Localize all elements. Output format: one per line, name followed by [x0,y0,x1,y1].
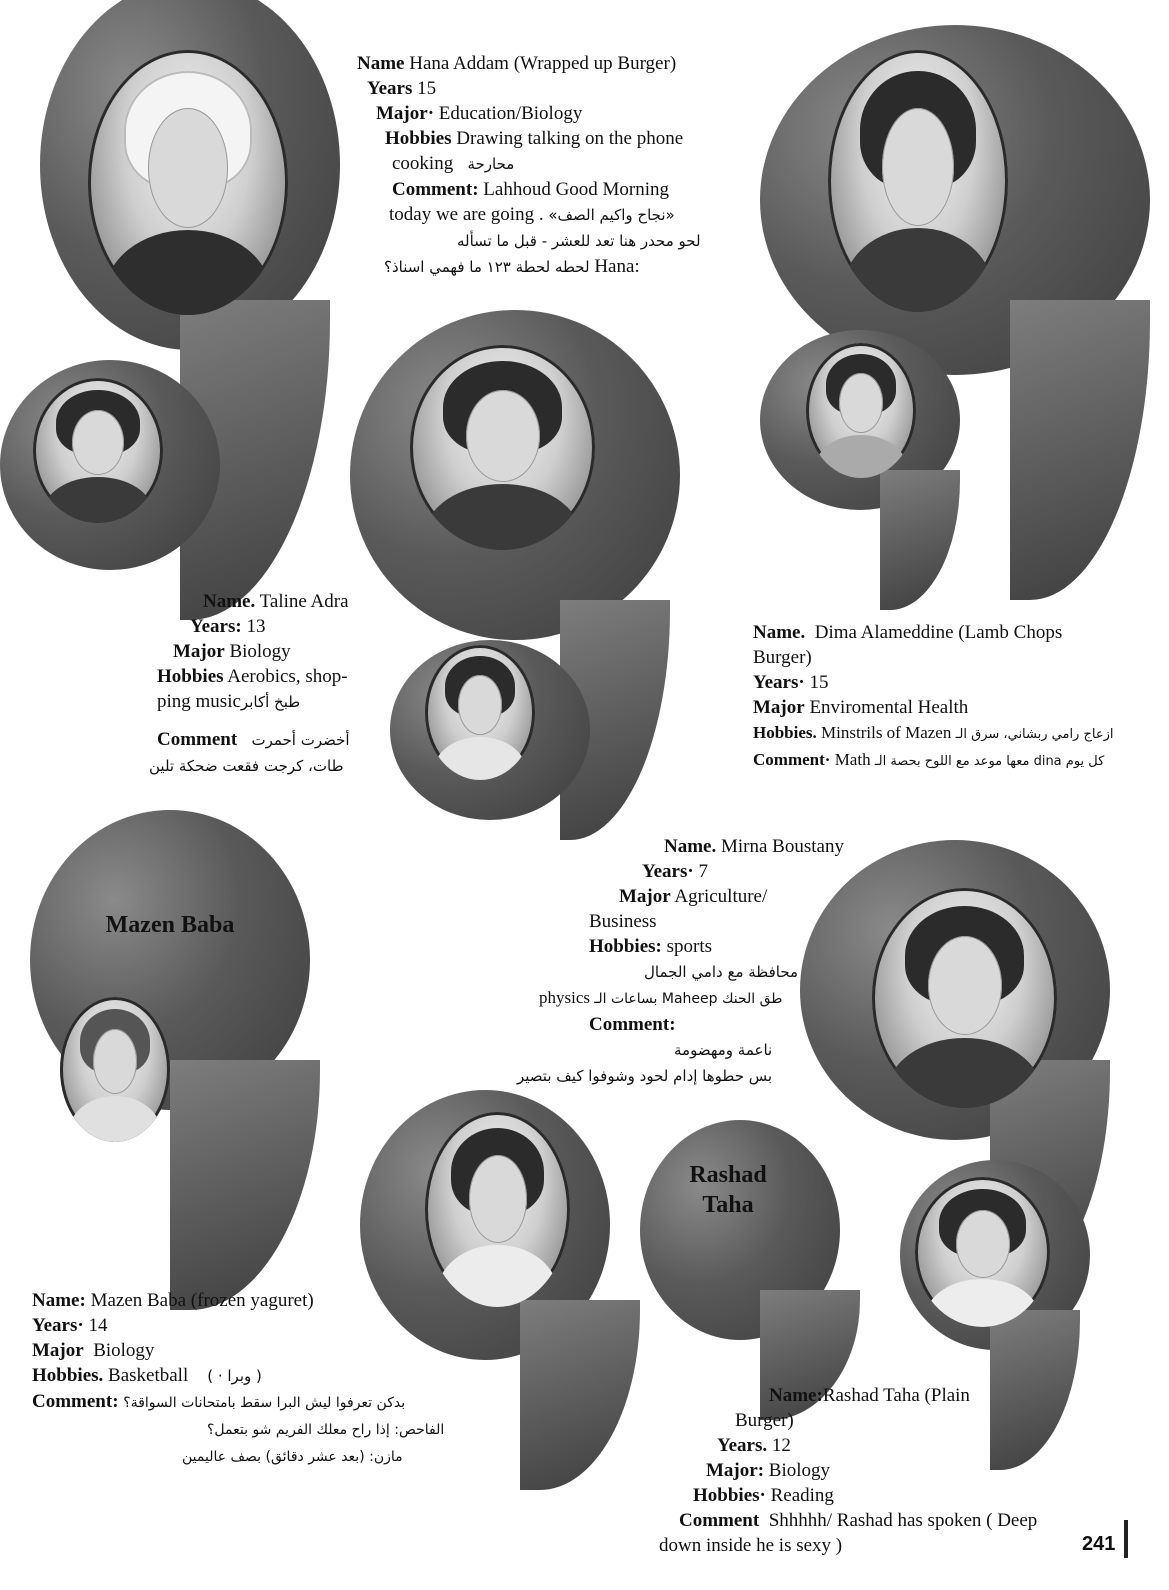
comma-tail-right-small [880,470,960,610]
photo-taline-child [33,378,163,523]
profile-taline-adra: Name. Taline Adra Years: 13 Major Biology Hobbies Aerobics, shop- ping musicطبخ أكابر Comment أخضرت أحمرت طات، كرجت فقعت ضحكة تلين [149,591,350,775]
page-number-bar [1124,1520,1128,1558]
rashad-taha-title: Rashad Taha [689,1162,767,1218]
photo-mirna-child [425,645,535,780]
profile-hana-addam: Name Hana Addam (Wrapped up Burger) Years 15 Major· Education/Biology Hobbies Drawing talking on the phone cooking محارحة Comment: Lahhoud Good Morning today we are going . «نجاح واكيم الصف» لحو محدر هنا تعد للعشر - قبل ما تسأله لحطه لحطة ١٢٣ ما فهمي اسناذ؟ Hana: [357,53,701,277]
comma-tail-bottom-center [520,1300,640,1490]
photo-mirna-boustany [872,888,1057,1108]
comma-tail-mazen [170,1060,320,1310]
mazen-baba-title: Mazen Baba [105,912,235,938]
photo-dima-child [806,343,916,478]
photo-dima-alameddine [828,50,1008,312]
photo-mazen-baba [425,1112,570,1307]
page-number: 241 [1082,1533,1116,1555]
profile-rashad-taha: Name:Rashad Taha (Plain Burger) Years. 12 Major: Biology Hobbies· Reading Comment Shhhhh/ Rashad has spoken ( Deep down inside he is sexy ) [659,1385,1038,1556]
photo-center-woman [410,345,595,550]
comma-tail-top-right [1010,300,1150,600]
photo-hana-addam [88,50,288,315]
photo-rashad-child [915,1177,1050,1327]
profile-dima-alameddine: Name. Dima Alameddine (Lamb Chops Burger) Years· 15 Major Enviromental Health Hobbies. Minstrils of Mazen ازعاج رامي ربشاني، سرق الـ Comment· Math كل يوم dina معها موعد مع اللوح بحصة الـ [753,622,1114,769]
profile-mirna-boustany: Name. Mirna Boustany Years· 7 Major Agriculture/ Business Hobbies: sports محافظة مع دامي الجمال physics طق الحنك Maheep بساعات الـ Comment: ناعمة ومهضومة بس حطوها إدام لحود وشوفوا كيف بتصير [517,836,844,1085]
photo-mazen-baby [60,997,170,1142]
profile-mazen-baba: Name: Mazen Baba (frozen yaguret) Years· 14 Major Biology Hobbies. Basketball ( وبرا · ) Comment: بدكن تعرفوا ليش البرا سقط بامتحانات السواقة؟ الفاحص: إذا راح معلك الفريم شو بتعمل؟ مازن: (بعد عشر دقائق) بصف عاليمين [32,1290,445,1465]
